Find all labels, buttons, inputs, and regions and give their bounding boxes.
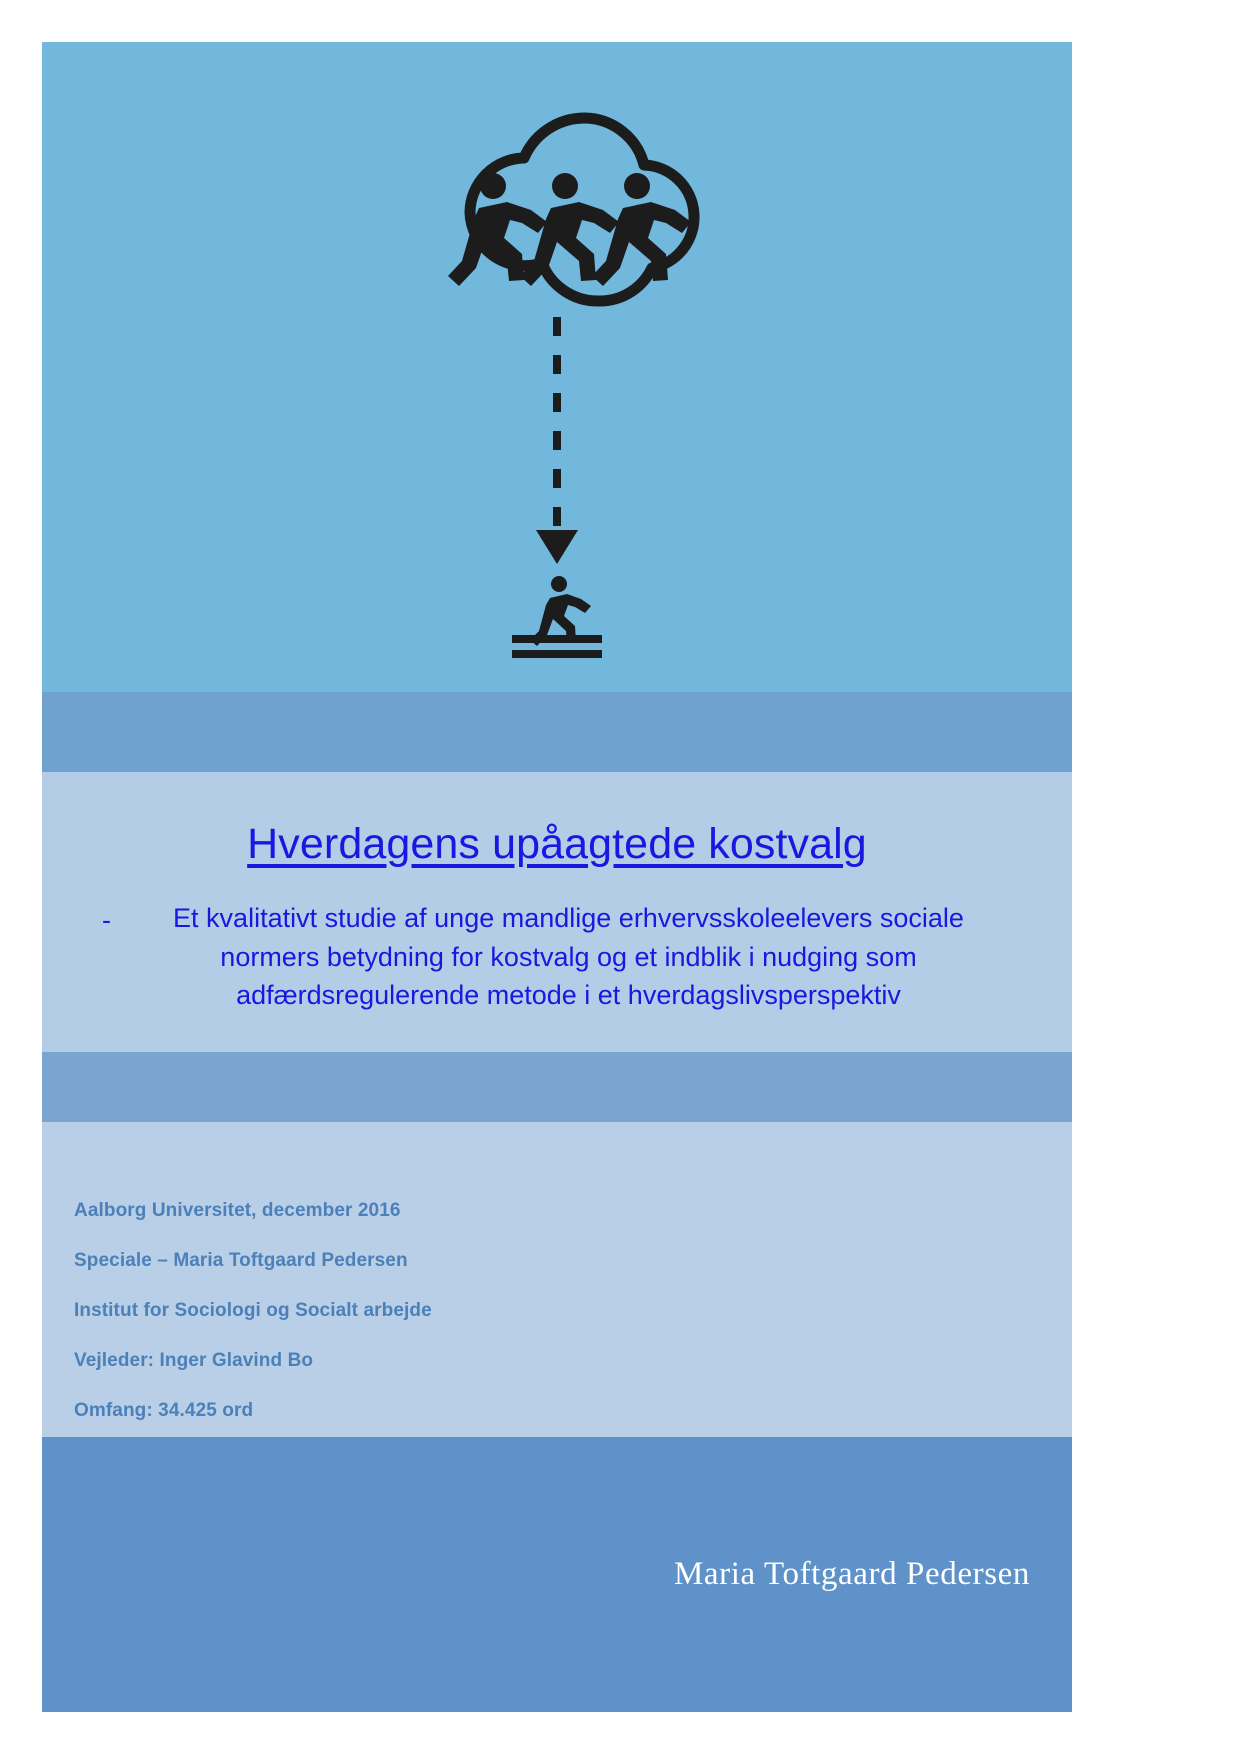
subtitle-row (72, 899, 1042, 1014)
subtitle-bullet: - (102, 905, 111, 936)
divider-band-lower (42, 1052, 1072, 1122)
cloud-with-three-running-people-icon (448, 118, 694, 301)
dashed-down-arrow-icon (536, 317, 578, 564)
cover-illustration (42, 42, 1072, 692)
cover-page (42, 42, 1072, 1712)
page-title: Hverdagens upåagtede kostvalg (247, 820, 867, 868)
author-name: Maria Toftgaard Pedersen (673, 1556, 1030, 1592)
metadata-line-supervisor: Vejleder: Inger Glavind Bo (74, 1350, 314, 1371)
metadata-line-wordcount: Omfang: 34.425 ord (74, 1400, 254, 1421)
page-subtitle: Et kvalitativt studie af unge mandlige erhvervsskoleelevers sociale normers betydning for kostvalg og et indblik i nudging som adfærdsregulerende metode i et hverdagslivsperspektiv (173, 903, 964, 1011)
single-running-person-on-path-icon (512, 576, 602, 658)
title-block (42, 772, 1072, 1052)
metadata-line-university: Aalborg Universitet, december 2016 (74, 1200, 401, 1221)
divider-band-upper (42, 692, 1072, 772)
metadata-block (42, 1122, 1072, 1437)
metadata-line-thesis: Speciale – Maria Toftgaard Pedersen (74, 1250, 408, 1271)
metadata-line-institute: Institut for Sociologi og Socialt arbejde (74, 1300, 432, 1321)
footer-block (42, 1437, 1072, 1712)
